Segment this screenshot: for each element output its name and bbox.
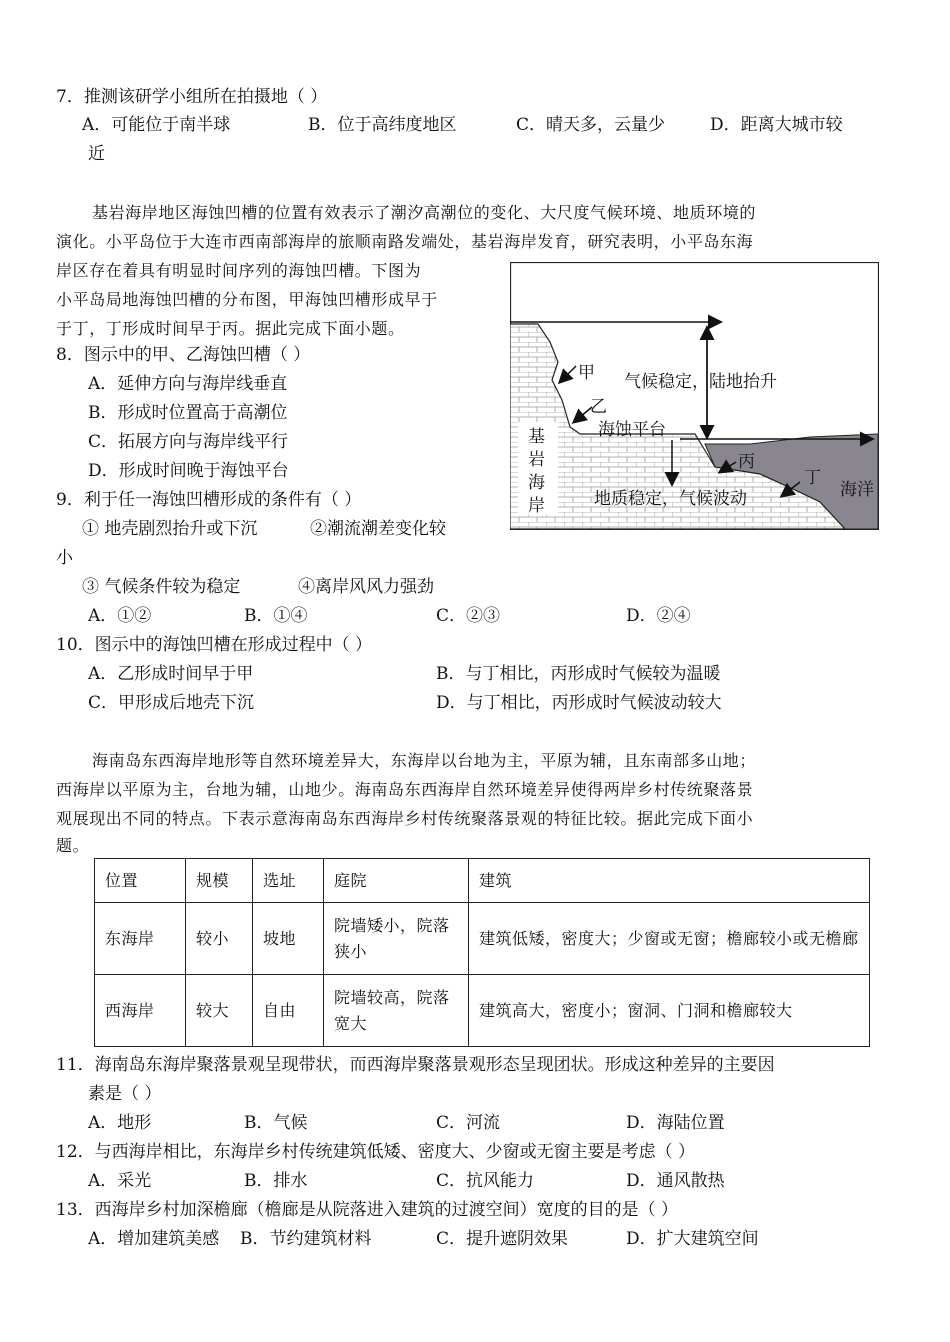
table-cell: 坡地: [253, 903, 324, 975]
table-cell: 建筑低矮，密度大；少窗或无窗；檐廊较小或无檐廊: [469, 903, 870, 975]
q9-cond-2-wrap: 小: [56, 548, 73, 568]
table-cell: 院墙较高，院落宽大: [324, 975, 469, 1047]
label-coast-4: 岸: [528, 496, 545, 516]
q10-stem: 10．图示中的海蚀凹槽在形成过程中（ ）: [56, 635, 373, 655]
q7-stem: 7．推测该研学小组所在拍摄地（ ）: [56, 87, 328, 107]
passage1-line-1: 基岩海岸地区海蚀凹槽的位置有效表示了潮汐高潮位的变化、大尺度气候环境、地质环境的: [92, 203, 757, 222]
q13-stem: 13．西海岸乡村加深檐廊（檐廊是从院落进入建筑的过渡空间）宽度的目的是（ ）: [56, 1200, 679, 1220]
q10-option-c: C．甲形成后地壳下沉: [88, 693, 255, 713]
q10-option-b: B．与丁相比，丙形成时气候较为温暖: [436, 664, 721, 684]
q10-option-d: D．与丁相比，丙形成时气候波动较大: [436, 693, 722, 713]
passage2-line-3: 观展现出不同的特点。下表示意海南岛东西海岸乡村传统聚落景观的特征比较。据此完成下面小: [56, 809, 754, 828]
q11-option-a: A．地形: [88, 1113, 152, 1133]
label-coast-1: 基: [528, 427, 545, 447]
q9-stem: 9．利于任一海蚀凹槽形成的条件有（ ）: [56, 490, 362, 510]
label-ding: 丁: [804, 468, 821, 488]
q12-option-b: B．排水: [244, 1171, 308, 1191]
q7-option-d: D．距离大城市较: [710, 115, 843, 135]
q7-option-d-wrap: 近: [88, 144, 105, 164]
label-platform: 海蚀平台: [598, 420, 666, 440]
q8-option-b: B．形成时位置高于高潮位: [88, 403, 288, 423]
q11-stem: 11．海南岛东海岸聚落景观呈现带状，而西海岸聚落景观形态呈现团状。形成这种差异的主要因: [56, 1055, 775, 1075]
passage2-line-4: 题。: [56, 836, 90, 855]
q9-option-c: C．②③: [436, 606, 501, 626]
table-header-cell: 庭院: [324, 859, 469, 903]
label-upper: 气候稳定，陆地抬升: [624, 372, 777, 392]
table-cell: 较小: [186, 903, 253, 975]
q10-option-a: A．乙形成时间早于甲: [88, 664, 254, 684]
label-coast-3: 海: [528, 473, 545, 493]
q7-option-b: B．位于高纬度地区: [308, 115, 457, 135]
label-coast-2: 岩: [528, 450, 545, 470]
table-header-row: [95, 859, 870, 903]
passage1-line-2: 演化。小平岛位于大连市西南部海岸的旅顺南路发端处，基岩海岸发育，研究表明，小平岛东海: [56, 232, 754, 251]
table-header-cell: 建筑: [469, 859, 870, 903]
q8-option-a: A．延伸方向与海岸线垂直: [88, 374, 288, 394]
q8-option-c: C．拓展方向与海岸线平行: [88, 432, 289, 452]
sea-notch-diagram: [510, 262, 879, 530]
q12-option-c: C．抗风能力: [436, 1171, 535, 1191]
table-cell: 西海岸: [95, 975, 186, 1047]
q12-stem: 12．与西海岸相比，东海岸乡村传统建筑低矮、密度大、少窗或无窗主要是考虑（ ）: [56, 1142, 696, 1162]
table-header-cell: 位置: [95, 859, 186, 903]
table-cell: 东海岸: [95, 903, 186, 975]
q7-option-a: A．可能位于南半球: [82, 115, 231, 135]
q9-option-b: B．①④: [244, 606, 308, 626]
q13-option-b: B．节约建筑材料: [240, 1229, 372, 1249]
label-ocean: 海洋: [840, 480, 874, 500]
label-bing: 丙: [738, 452, 755, 472]
q9-cond-1: ① 地壳剧烈抬升或下沉: [82, 519, 258, 539]
table-row: [95, 903, 870, 975]
q9-option-d: D．②④: [626, 606, 691, 626]
label-jia: 甲: [578, 363, 595, 383]
q9-option-a: A．①②: [88, 606, 152, 626]
passage2-line-1: 海南岛东西海岸地形等自然环境差异大，东海岸以台地为主，平原为辅，且东南部多山地；: [92, 751, 757, 770]
q9-cond-4: ④离岸风风力强劲: [298, 577, 434, 597]
table-cell: 院墙矮小，院落狭小: [324, 903, 469, 975]
settlement-comparison-table: [94, 858, 870, 1047]
q8-stem: 8．图示中的甲、乙海蚀凹槽（ ）: [56, 345, 311, 365]
passage2-line-2: 西海岸以平原为主，台地为辅，山地少。海南岛东西海岸自然环境差异使得两岸乡村传统聚落景: [56, 780, 754, 799]
q12-option-d: D．通风散热: [626, 1171, 725, 1191]
q11-option-c: C．河流: [436, 1113, 501, 1133]
q11-option-d: D．海陆位置: [626, 1113, 725, 1133]
q7-option-c: C．晴天多，云量少: [516, 115, 666, 135]
table-row: [95, 975, 870, 1047]
q9-cond-3: ③ 气候条件较为稳定: [82, 577, 241, 597]
table-cell: 自由: [253, 975, 324, 1047]
q13-option-d: D．扩大建筑空间: [626, 1229, 759, 1249]
q12-option-a: A．采光: [88, 1171, 152, 1191]
q9-cond-2: ②潮流潮差变化较: [310, 519, 446, 539]
table-cell: 较大: [186, 975, 253, 1047]
q11-option-b: B．气候: [244, 1113, 308, 1133]
label-yi: 乙: [590, 397, 607, 417]
q8-option-d: D．形成时间晚于海蚀平台: [88, 461, 289, 481]
passage1-line-4: 小平岛局地海蚀凹槽的分布图，甲海蚀凹槽形成早于: [56, 290, 438, 309]
q11-stem-wrap: 素是（ ）: [88, 1084, 162, 1104]
label-lower: 地质稳定，气候波动: [594, 489, 747, 509]
table-header-cell: 规模: [186, 859, 253, 903]
table-cell: 建筑高大，密度小；窗洞、门洞和檐廊较大: [469, 975, 870, 1047]
q13-option-a: A．增加建筑美感: [88, 1229, 220, 1249]
passage1-line-5: 于丁，丁形成时间早于丙。据此完成下面小题。: [56, 319, 405, 338]
q13-option-c: C．提升遮阴效果: [436, 1229, 569, 1249]
table-header-cell: 选址: [253, 859, 324, 903]
passage1-line-3: 岸区存在着具有明显时间序列的海蚀凹槽。下图为: [56, 261, 422, 280]
